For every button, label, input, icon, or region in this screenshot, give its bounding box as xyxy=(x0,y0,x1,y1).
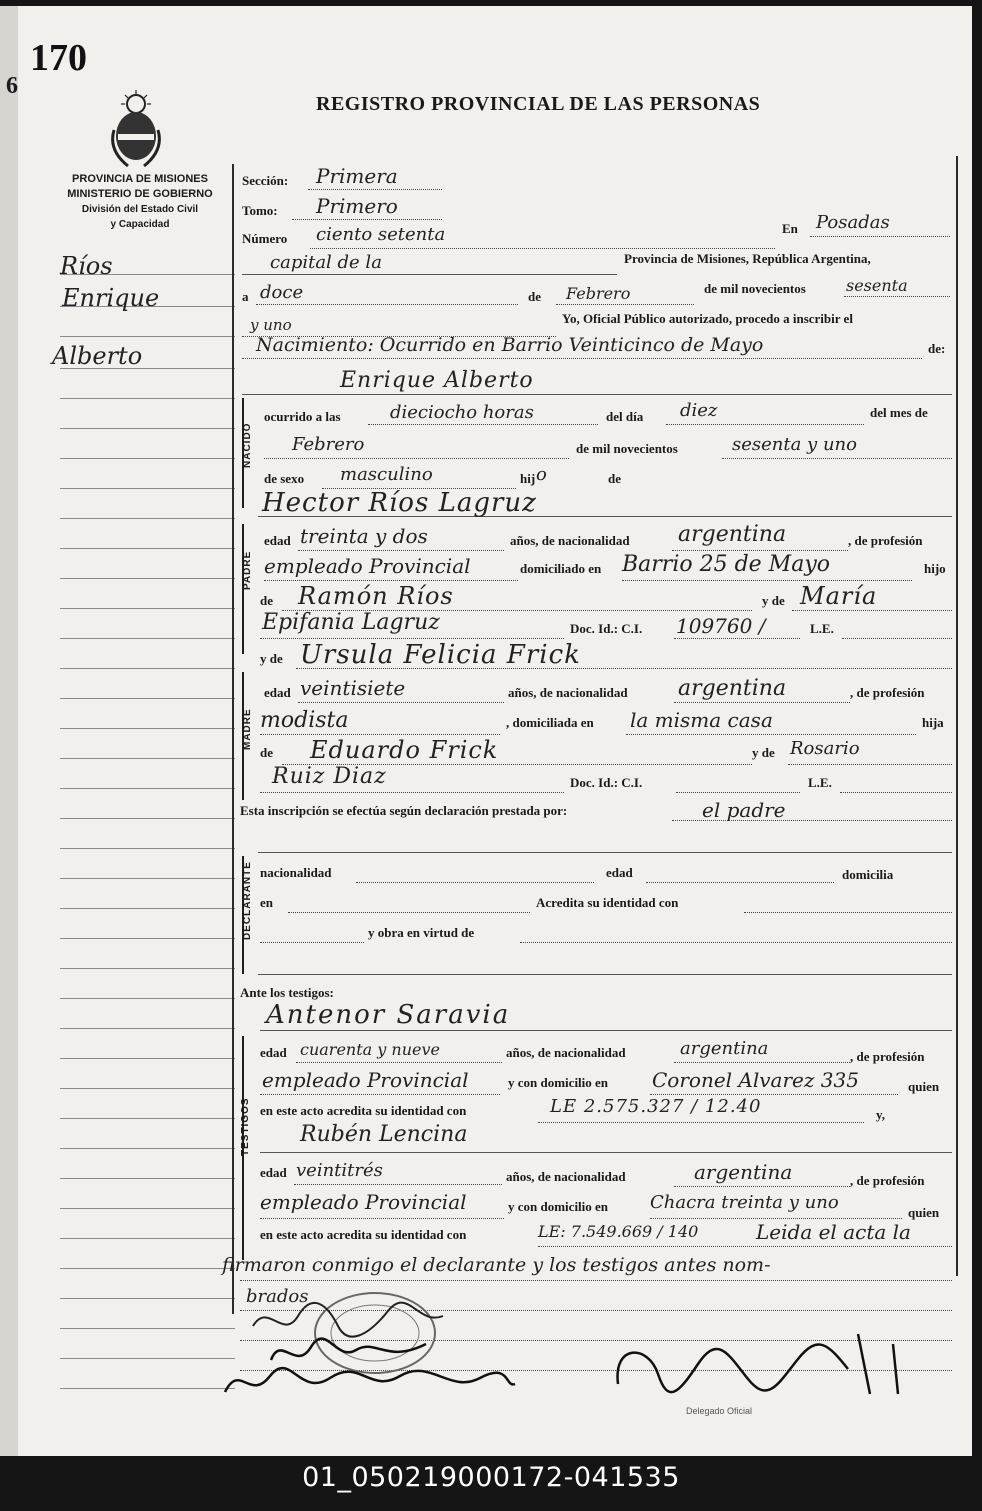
padre-nac-value: argentina xyxy=(678,522,787,547)
padre-section-label: PADRE xyxy=(242,550,253,590)
t2-tail: Leida el acta la xyxy=(756,1220,911,1244)
edge-number: 6 xyxy=(6,73,18,99)
madre-nac-label: años, de nacionalidad xyxy=(508,685,628,700)
madre-nombre: Ursula Felicia Frick xyxy=(300,640,581,670)
padre-hijo-label: hijo xyxy=(924,561,946,576)
padre-madre-nombre-2: Epifania Lagruz xyxy=(262,610,440,635)
tomo-label: Tomo: xyxy=(242,203,278,218)
declaracion-value: el padre xyxy=(702,798,786,822)
madre-profesion-value: modista xyxy=(260,708,349,733)
declarante-obra-label: y obra en virtud de xyxy=(368,925,475,940)
anio-nacimiento-value: sesenta y uno xyxy=(732,434,857,455)
page-number: 170 xyxy=(30,37,87,79)
signature-oficial-icon xyxy=(608,1324,908,1404)
padre-le-label: L.E. xyxy=(810,621,834,636)
closing-line-1: firmaron conmigo el declarante y los testigos antes nom- xyxy=(222,1254,771,1276)
margin-middle-name: Alberto xyxy=(52,342,143,370)
signature-testigo-2-icon xyxy=(220,1358,520,1404)
madre-edad-label: edad xyxy=(264,685,291,700)
declarante-section-label: DECLARANTE xyxy=(242,861,253,940)
fecha-anio-value-2: y uno xyxy=(250,316,292,334)
padre-doc-label: Doc. Id.: C.I. xyxy=(570,621,643,636)
t1-edad-label: edad xyxy=(260,1045,287,1060)
madre-y-de-label-2: y de xyxy=(752,745,775,760)
t2-edad-value: veintitrés xyxy=(296,1160,383,1181)
t2-prof-value: empleado Provincial xyxy=(260,1190,467,1214)
padre-edad-label: edad xyxy=(264,533,291,548)
acta-de-label: de: xyxy=(928,341,946,356)
madre-madre-nombre: Rosario xyxy=(790,738,860,759)
t1-quien: quien xyxy=(908,1079,940,1094)
t1-acredita-label: en este acto acredita su identidad con xyxy=(260,1103,467,1118)
padre-profesion-value: empleado Provincial xyxy=(264,554,471,578)
fecha-mil-text: de mil novecientos xyxy=(704,281,806,296)
nombre-value: Enrique Alberto xyxy=(340,368,534,393)
testigos-ante-label: Ante los testigos: xyxy=(240,985,334,1000)
t2-acredita-label: en este acto acredita su identidad con xyxy=(260,1227,467,1242)
en-value: Posadas xyxy=(816,212,890,233)
t2-dom-label: y con domicilio en xyxy=(508,1199,609,1214)
register-page xyxy=(6,6,972,1456)
fecha-a-label: a xyxy=(242,289,249,304)
declarante-en-label: en xyxy=(260,895,273,910)
t1-nac-value: argentina xyxy=(680,1038,769,1059)
sexo-value: masculino xyxy=(340,464,433,485)
t2-edad-label: edad xyxy=(260,1165,287,1180)
capital-value: capital de la xyxy=(270,252,382,273)
t1-nac-label: años, de nacionalidad xyxy=(506,1045,626,1060)
fecha-dia-value: doce xyxy=(260,282,304,303)
oficial-stamp-text: Delegado Oficial xyxy=(686,1406,753,1416)
t2-nac-value: argentina xyxy=(694,1160,793,1184)
testigos-section-label: TESTIGOS xyxy=(240,1097,251,1156)
sexo-label: de sexo xyxy=(264,471,305,486)
madre-section-label: MADRE xyxy=(242,708,253,750)
madre-de-label: de xyxy=(260,745,273,760)
neighbor-page-edge xyxy=(0,6,18,1456)
madre-doc-label: Doc. Id.: C.I. xyxy=(570,775,643,790)
madre-prof-label: , de profesión xyxy=(850,685,925,700)
header-capacity: y Capacidad xyxy=(110,219,170,230)
hora-value: dieciocho horas xyxy=(390,402,534,423)
hijo-label: hij xyxy=(520,471,536,486)
testigo-1-nombre: Antenor Saravia xyxy=(266,1000,511,1030)
madre-nac-value: argentina xyxy=(678,676,787,701)
padre-padre-nombre: Ramón Ríos xyxy=(298,582,454,610)
madre-madre-nombre-2: Ruiz Diaz xyxy=(272,764,387,789)
t1-prof-label: , de profesión xyxy=(850,1049,925,1064)
padre-edad-value: treinta y dos xyxy=(300,524,428,548)
numero-value: ciento setenta xyxy=(316,224,446,245)
dia-nacimiento-value: diez xyxy=(680,400,718,421)
padre-nombre: Hector Ríos Lagruz xyxy=(262,488,537,518)
madre-padre-nombre: Eduardo Frick xyxy=(310,736,499,764)
declarante-dom-label: domicilia xyxy=(842,867,894,882)
t1-acredita-value: LE 2.575.327 / 12.40 xyxy=(550,1096,762,1117)
provincia-text: Provincia de Misiones, República Argentina, xyxy=(624,251,871,266)
ocurrido-label: ocurrido a las xyxy=(264,409,341,424)
declaracion-text: Esta inscripción se efectúa según declaración prestada por: xyxy=(240,803,568,818)
t1-prof-value: empleado Provincial xyxy=(262,1068,469,1092)
madre-hija-label: hija xyxy=(922,715,944,730)
padre-y-de-label: y de xyxy=(762,593,785,608)
numero-label: Número xyxy=(242,231,288,246)
en-label: En xyxy=(782,221,798,236)
header-ministry: MINISTERIO DE GOBIERNO xyxy=(67,188,213,200)
footer-image-id: 01_050219000172-041535 xyxy=(302,1462,680,1493)
t2-dom-value: Chacra treinta y uno xyxy=(650,1192,839,1213)
right-border xyxy=(956,156,958,1276)
del-mes-label: del mes de xyxy=(870,405,928,420)
madre-dom-label: , domiciliada en xyxy=(506,715,594,730)
madre-y-de-label: y de xyxy=(260,651,283,666)
t1-y: y, xyxy=(876,1107,886,1122)
padre-madre-nombre: María xyxy=(800,582,878,610)
yo-text: Yo, Oficial Público autorizado, procedo a inscribir el xyxy=(562,311,853,326)
madre-le-label: L.E. xyxy=(808,775,832,790)
mes-nacimiento-value: Febrero xyxy=(292,434,365,455)
acta-value: Nacimiento: Ocurrido en Barrio Veinticinco de Mayo xyxy=(256,334,764,356)
t1-dom-label: y con domicilio en xyxy=(508,1075,609,1090)
header-province: PROVINCIA DE MISIONES xyxy=(72,173,208,185)
hijo-suffix: o xyxy=(536,464,547,485)
t2-prof-label: , de profesión xyxy=(850,1173,925,1188)
madre-edad-value: veintisiete xyxy=(300,676,406,700)
t1-edad-value: cuarenta y nueve xyxy=(300,1040,440,1059)
testigo-2-nombre: Rubén Lencina xyxy=(300,1122,468,1147)
mil-label: de mil novecientos xyxy=(576,441,678,456)
nacido-section-label: NACIDO xyxy=(242,422,253,468)
fecha-anio-value: sesenta xyxy=(846,276,908,295)
padre-dom-value: Barrio 25 de Mayo xyxy=(622,552,830,577)
padre-dom-label: domiciliado en xyxy=(520,561,602,576)
seccion-label: Sección: xyxy=(242,173,289,188)
main-left-border xyxy=(232,164,234,1314)
padre-doc-value: 109760 / xyxy=(676,614,766,638)
padre-prof-label: , de profesión xyxy=(848,533,923,548)
header-division: División del Estado Civil xyxy=(81,204,199,215)
del-dia-label: del día xyxy=(606,409,644,424)
seccion-value: Primera xyxy=(316,164,398,188)
margin-surname: Ríos xyxy=(60,252,113,280)
padre-nac-label: años, de nacionalidad xyxy=(510,533,630,548)
declarante-acredita-label: Acredita su identidad con xyxy=(536,895,679,910)
declarante-edad-label: edad xyxy=(606,865,633,880)
margin-first-name: Enrique xyxy=(62,284,160,312)
fecha-de-label: de xyxy=(528,289,541,304)
header-title: REGISTRO PROVINCIAL DE LAS PERSONAS xyxy=(316,93,761,115)
closing-line-2: brados xyxy=(246,1286,309,1307)
madre-dom-value: la misma casa xyxy=(630,708,773,732)
t2-quien: quien xyxy=(908,1205,940,1220)
fecha-mes-value: Febrero xyxy=(566,284,631,303)
tomo-value: Primero xyxy=(316,194,398,218)
t2-acredita-value: LE: 7.549.669 / 140 xyxy=(538,1222,699,1241)
argentina-coat-of-arms-icon xyxy=(106,90,166,170)
header-left-block xyxy=(50,172,230,232)
t2-nac-label: años, de nacionalidad xyxy=(506,1169,626,1184)
declarante-nac-label: nacionalidad xyxy=(260,865,332,880)
t1-dom-value: Coronel Alvarez 335 xyxy=(652,1068,859,1092)
nacido-de-label: de xyxy=(608,471,621,486)
padre-de-label: de xyxy=(260,593,273,608)
